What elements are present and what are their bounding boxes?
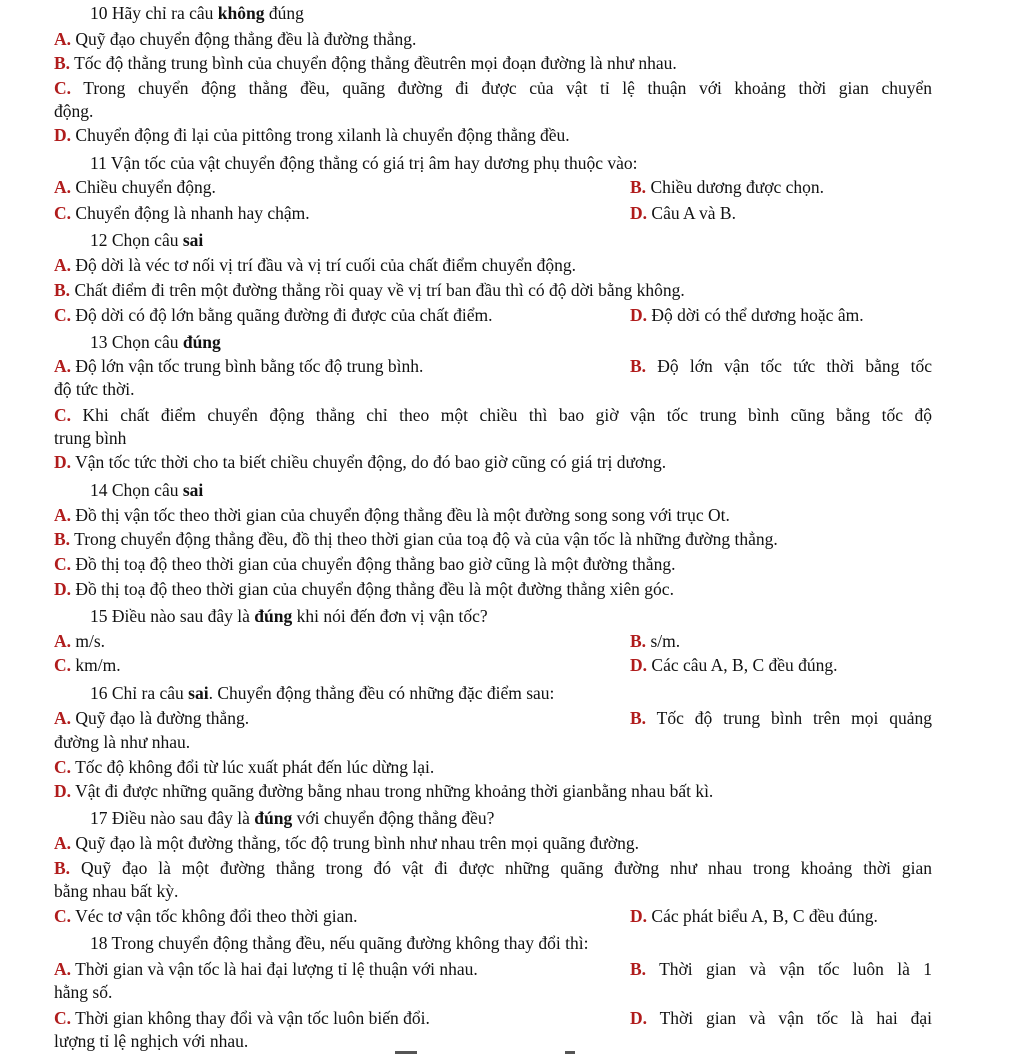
q18-option-b-cont: hằng số. [54, 982, 113, 1002]
q14-option-a: A. Đồ thị vận tốc theo thời gian của chuyển động thẳng đều là một đường song song với trục Ot. [54, 505, 730, 525]
q16-option-b-cont: đường là như nhau. [54, 732, 191, 752]
q18-option-a: A. Thời gian và vận tốc là hai đại lượng tỉ lệ thuận với nhau. [54, 959, 478, 979]
question-13-stem: 13 Chọn câu đúng [90, 332, 221, 352]
q17-option-a: A. Quỹ đạo là một đường thẳng, tốc độ trung bình như nhau trên mọi quãng đường. [54, 833, 640, 853]
q16-option-a: A. Quỹ đạo là đường thẳng. [54, 708, 250, 728]
q12-option-a: A. Độ dời là véc tơ nối vị trí đầu và vị trí cuối của chất điểm chuyển động. [54, 255, 576, 275]
page-edge-mark [395, 1051, 417, 1054]
q18-option-d: D. Thời gian và vận tốc là hai đại [630, 1008, 932, 1028]
q16-option-c: C. Tốc độ không đổi từ lúc xuất phát đến lúc dừng lại. [54, 757, 435, 777]
q18-option-c: C. Thời gian không thay đổi và vận tốc luôn biến đổi. [54, 1008, 430, 1028]
q12-option-c: C. Độ dời có độ lớn bằng quãng đường đi được của chất điểm. [54, 305, 493, 325]
q12-option-b: B. Chất điểm đi trên một đường thẳng rồi quay về vị trí ban đầu thì có độ dời bằng không. [54, 280, 685, 300]
question-11-stem: 11 Vận tốc của vật chuyển động thẳng có giá trị âm hay dương phụ thuộc vào: [90, 153, 638, 173]
q10-option-b: B. Tốc độ thẳng trung bình của chuyển động thẳng đềutrên mọi đoạn đường là như nhau. [54, 53, 677, 73]
q13-option-b: B. Độ lớn vận tốc tức thời bằng tốc [630, 356, 932, 376]
q14-option-c: C. Đồ thị toạ độ theo thời gian của chuyển động thẳng bao giờ cũng là một đường thẳng. [54, 554, 676, 574]
question-12-stem: 12 Chọn câu sai [90, 230, 204, 250]
q10-option-a: A. Quỹ đạo chuyển động thẳng đều là đường thẳng. [54, 29, 417, 49]
q17-option-c: C. Véc tơ vận tốc không đổi theo thời gian. [54, 906, 358, 926]
question-16-stem: 16 Chỉ ra câu sai. Chuyển động thẳng đều có những đặc điểm sau: [90, 683, 555, 703]
question-15-stem: 15 Điều nào sau đây là đúng khi nói đến đơn vị vận tốc? [90, 606, 488, 626]
question-10-stem: 10 Hãy chỉ ra câu không đúng [90, 3, 304, 23]
q13-option-d: D. Vận tốc tức thời cho ta biết chiều chuyển động, do đó bao giờ cũng có giá trị dương. [54, 452, 667, 472]
q15-option-a: A. m/s. [54, 631, 106, 651]
q13-option-c: C. Khi chất điểm chuyển động thẳng chỉ theo một chiều thì bao giờ vận tốc trung bình cũng bằng tốc độ [54, 405, 932, 425]
q17-option-b: B. Quỹ đạo là một đường thẳng trong đó vật đi được những quãng đường như nhau trong khoảng thời gian [54, 858, 932, 878]
question-18-stem: 18 Trong chuyển động thẳng đều, nếu quãng đường không thay đổi thì: [90, 933, 589, 953]
q14-option-d: D. Đồ thị toạ độ theo thời gian của chuyển động thẳng đều là một đường thẳng xiên góc. [54, 579, 674, 599]
q18-option-b: B. Thời gian và vận tốc luôn là 1 [630, 959, 932, 979]
q12-option-d: D. Độ dời có thể dương hoặc âm. [630, 305, 864, 325]
q15-option-d: D. Các câu A, B, C đều đúng. [630, 655, 838, 675]
q17-option-d: D. Các phát biểu A, B, C đều đúng. [630, 906, 878, 926]
q10-option-c-cont: động. [54, 101, 94, 121]
q10-option-c: C. Trong chuyển động thẳng đều, quãng đường đi được của vật tỉ lệ thuận với khoảng thời gian chuyển [54, 78, 932, 98]
q17-option-b-cont: bằng nhau bất kỳ. [54, 881, 179, 901]
q11-option-b: B. Chiều dương được chọn. [630, 177, 825, 197]
q13-option-a: A. Độ lớn vận tốc trung bình bằng tốc độ trung bình. [54, 356, 424, 376]
q13-option-c-cont: trung bình [54, 428, 127, 448]
question-17-stem: 17 Điều nào sau đây là đúng với chuyển động thẳng đều? [90, 808, 495, 828]
q14-option-b: B. Trong chuyển động thẳng đều, đồ thị theo thời gian của toạ độ và của vận tốc là những đường thẳng. [54, 529, 778, 549]
q15-option-c: C. km/m. [54, 655, 121, 675]
q10-option-d: D. Chuyển động đi lại của pittông trong xilanh là chuyển động thẳng đều. [54, 125, 570, 145]
q11-option-c: C. Chuyển động là nhanh hay chậm. [54, 203, 310, 223]
q18-option-d-cont: lượng tỉ lệ nghịch với nhau. [54, 1031, 249, 1051]
q16-option-b: B. Tốc độ trung bình trên mọi quảng [630, 708, 932, 728]
question-14-stem: 14 Chọn câu sai [90, 480, 204, 500]
q13-option-b-cont: độ tức thời. [54, 379, 135, 399]
q15-option-b: B. s/m. [630, 631, 681, 651]
q16-option-d: D. Vật đi được những quãng đường bằng nhau trong những khoảng thời gianbằng nhau bất kì. [54, 781, 714, 801]
q11-option-a: A. Chiều chuyển động. [54, 177, 216, 197]
q11-option-d: D. Câu A và B. [630, 203, 736, 223]
page-edge-mark [565, 1051, 575, 1054]
